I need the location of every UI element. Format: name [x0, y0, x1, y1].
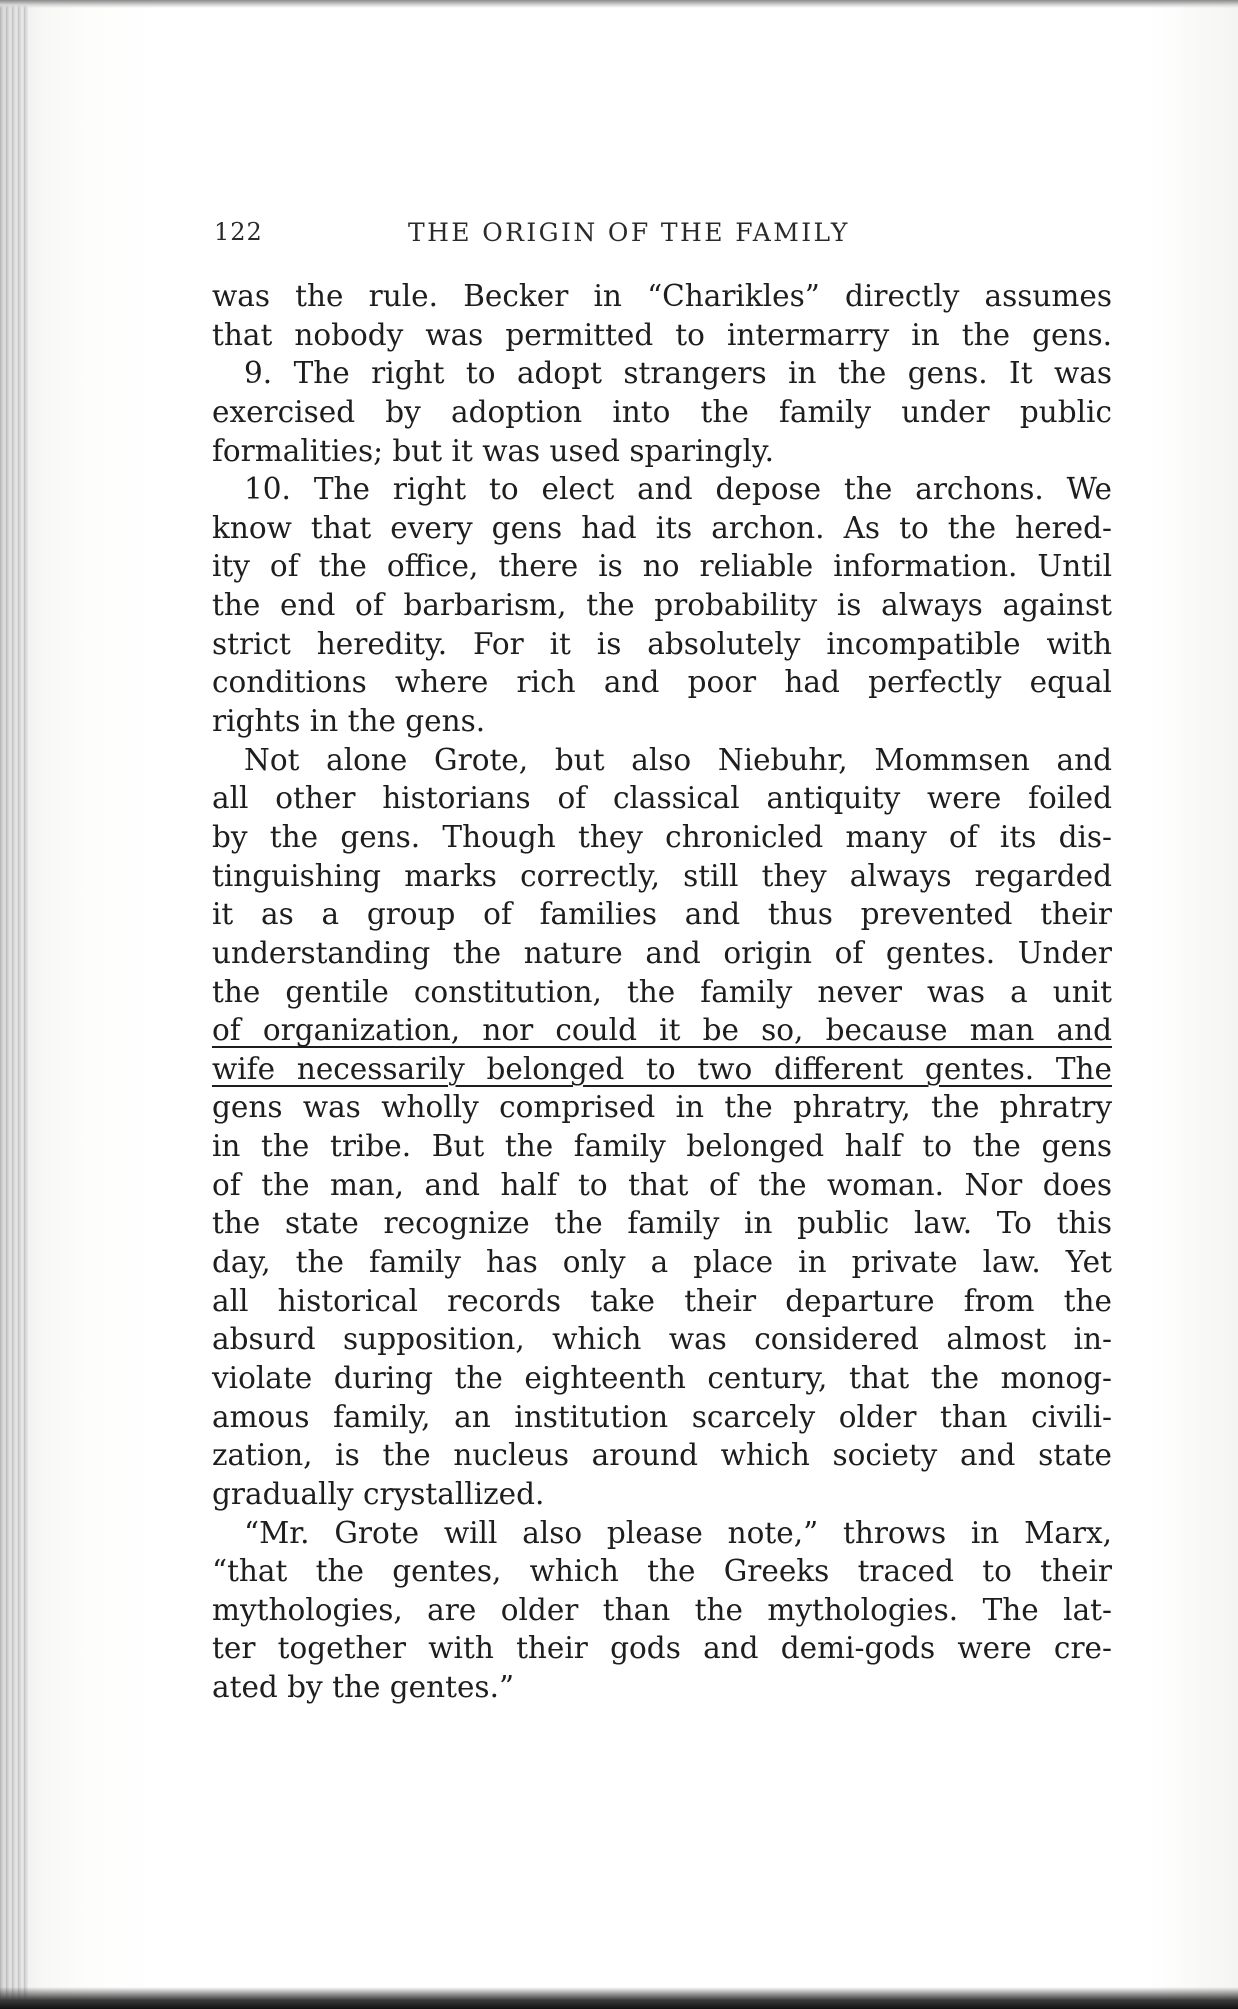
text-line: formalities; but it was used sparingly.: [212, 433, 774, 468]
text-line: ated by the gentes.”: [212, 1670, 515, 1705]
text-line: ter together with their gods and demi-gods were cre-: [212, 1631, 1112, 1666]
text-line: violate during the eighteenth century, that the monog-: [212, 1360, 1112, 1395]
running-header: [214, 218, 1114, 252]
text-line: the state recognize the family in public law. To this: [212, 1206, 1112, 1241]
text-line: “that the gentes, which the Greeks traced to their: [212, 1554, 1112, 1589]
body-text: [212, 277, 1112, 1707]
text-line: know that every gens had its archon. As to the hered-: [212, 510, 1112, 545]
text-line: exercised by adoption into the family under public: [212, 394, 1112, 429]
text-line: was the rule. Becker in “Charikles” directly assumes: [212, 279, 1112, 313]
text-line: 10. The right to elect and depose the archons. We: [244, 472, 1112, 507]
running-title: THE ORIGIN OF THE FAMILY: [408, 218, 850, 247]
text-line: ity of the office, there is no reliable information. Until: [212, 549, 1112, 584]
page-top-edge: [0, 0, 1238, 8]
text-line: Not alone Grote, but also Niebuhr, Mommsen and: [244, 742, 1112, 777]
text-line: day, the family has only a place in private law. Yet: [212, 1245, 1112, 1280]
text-line: the end of barbarism, the probability is always against: [212, 588, 1112, 623]
text-line: mythologies, are older than the mythologies. The lat-: [212, 1592, 1112, 1627]
text-line: 9. The right to adopt strangers in the gens. It was: [244, 356, 1112, 391]
text-line: “Mr. Grote will also please note,” throws in Marx,: [244, 1515, 1112, 1550]
text-line: that nobody was permitted to intermarry in the gens.: [212, 317, 1112, 352]
text-line: all historical records take their departure from the: [212, 1283, 1112, 1318]
text-line: amous family, an institution scarcely older than civili-: [212, 1399, 1112, 1434]
text-line: absurd supposition, which was considered almost in-: [212, 1322, 1112, 1357]
text-line: zation, is the nucleus around which society and state: [212, 1438, 1112, 1473]
text-line: it as a group of families and thus prevented their: [212, 897, 1112, 932]
page-bottom-edge: [0, 1987, 1238, 2009]
text-line: understanding the nature and origin of gentes. Under: [212, 935, 1112, 970]
text-line: of the man, and half to that of the woman. Nor does: [212, 1167, 1112, 1202]
text-line: rights in the gens.: [212, 704, 486, 739]
text-line: all other historians of classical antiquity were foiled: [212, 781, 1112, 816]
text-line: strict heredity. For it is absolutely incompatible with: [212, 626, 1112, 661]
text-line: gens was wholly comprised in the phratry, the phratry: [212, 1090, 1112, 1125]
text-line: gradually crystallized.: [212, 1476, 545, 1511]
text-line: the gentile constitution, the family never was a unit: [212, 974, 1112, 1009]
text-line: wife necessarily belonged to two different gentes. The: [212, 1051, 1112, 1086]
text-line: by the gens. Though they chronicled many of its dis-: [212, 819, 1112, 854]
text-line: tinguishing marks correctly, still they always regarded: [212, 858, 1112, 893]
text-line: of organization, nor could it be so, because man and: [212, 1013, 1112, 1048]
binding-gutter-shadow: [0, 0, 28, 2009]
page-number: 122: [214, 218, 263, 246]
text-line: in the tribe. But the family belonged half to the gens: [212, 1129, 1112, 1164]
text-line: conditions where rich and poor had perfectly equal: [212, 665, 1112, 700]
